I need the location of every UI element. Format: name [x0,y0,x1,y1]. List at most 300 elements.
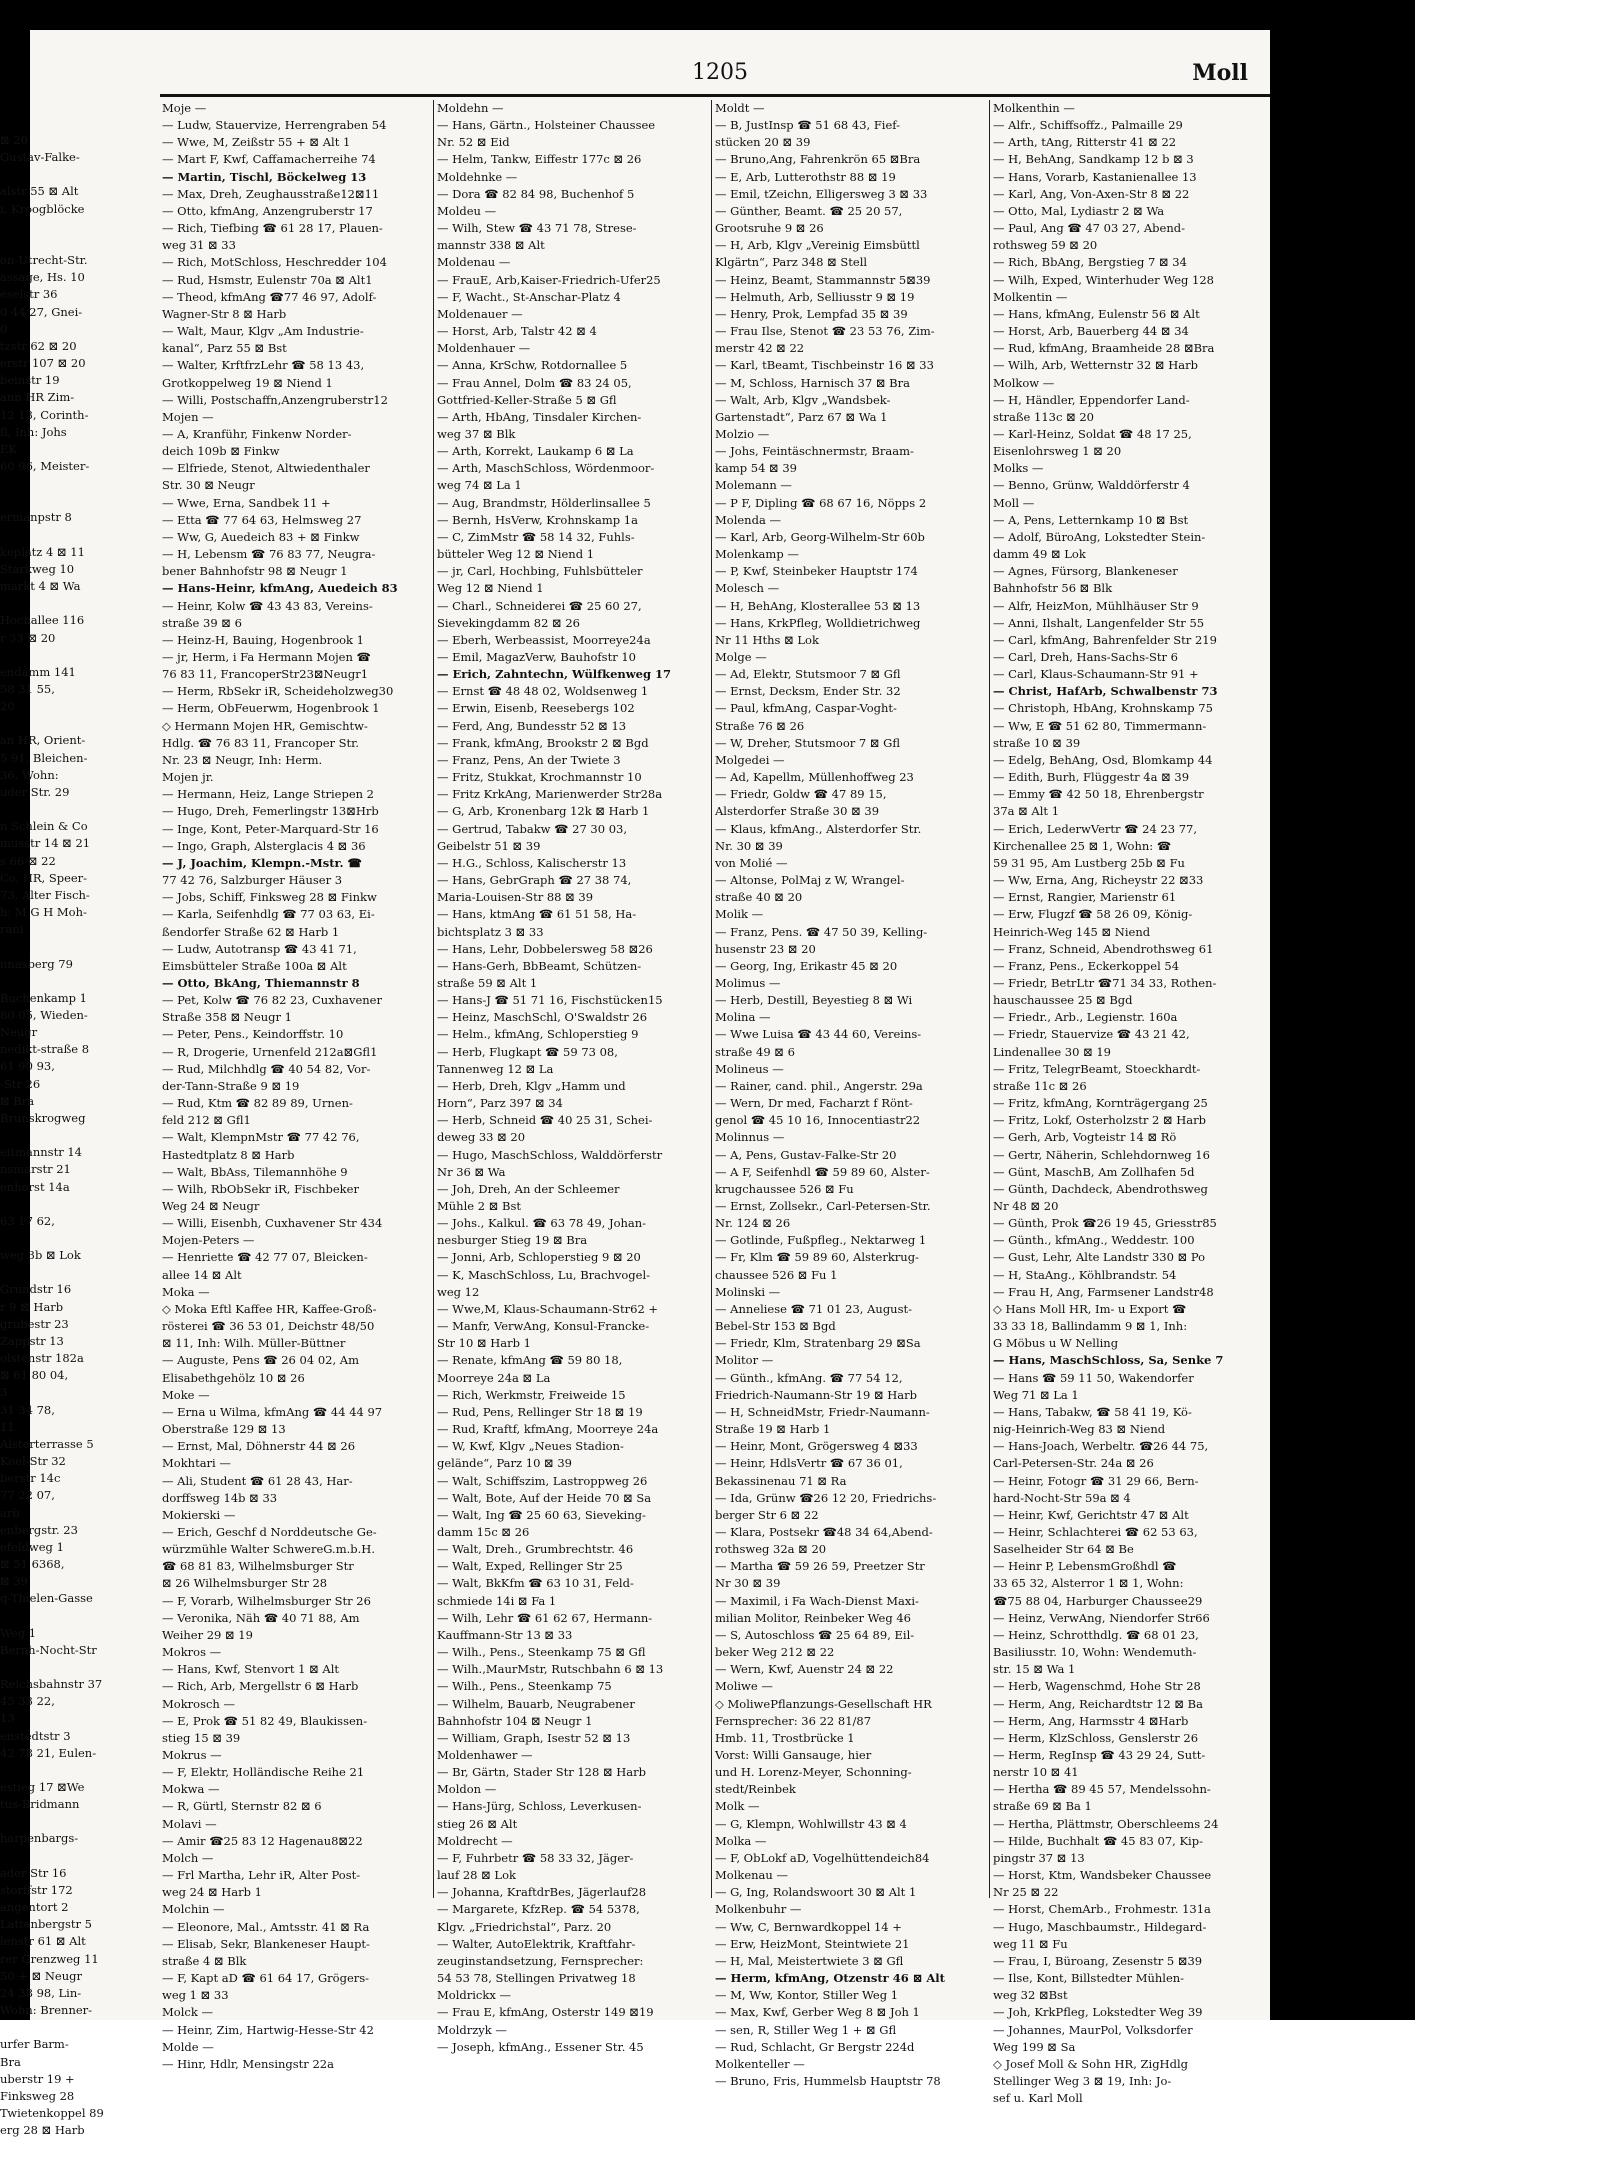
directory-entry-line: — Emil, MagazVerw, Bauhofstr 10 [437,650,636,664]
left-strip-line: Starkweg 10 [0,561,75,576]
directory-entry-line: — B, JustInsp ☎ 51 68 43, Fief- [715,118,901,133]
directory-entry-line: — Friedr, BetrLtr ☎71 34 33, Rothen- [993,975,1217,990]
directory-entry-line: bener Bahnhofstr 98 ⊠ Neugr 1 [162,564,348,579]
directory-entry-line: — Franz, Pens., Eckerkoppel 54 [993,958,1180,973]
directory-entry-line: — Paul, Ang ☎ 47 03 27, Abend- [993,221,1185,236]
directory-entry-line: beker Weg 212 ⊠ 22 [715,1645,835,1660]
directory-entry-line: — Edith, Burh, Flüggestr 4a ⊠ 39 [993,770,1190,785]
directory-entry-line: — Inge, Kont, Peter-Marquard-Str 16 [162,821,379,836]
directory-entry-line: Weg 71 ⊠ La 1 [993,1387,1079,1402]
directory-entry-line: und H. Lorenz-Meyer, Schonning- [715,1765,912,1780]
left-strip-line: eselstr 36 [0,287,58,302]
directory-entry-line: 33 33 18, Ballindamm 9 ⊠ 1, Inh: [993,1319,1188,1334]
left-strip-line: uberstr 19 + [0,2071,75,2086]
directory-entry-line: — Altonse, PolMaj z W, Wrangel- [715,873,905,888]
directory-entry-line: — Herb, Destill, Beyestieg 8 ⊠ Wi [715,993,913,1008]
directory-entry-line: — Frl Martha, Lehr iR, Alter Post- [162,1868,361,1883]
surname-heading: Mokrus — [162,1748,222,1762]
directory-entry-line: — Herm, Ang, Reichardtstr 12 ⊠ Ba [993,1696,1203,1711]
directory-entry-line: hard-Nocht-Str 59a ⊠ 4 [993,1490,1131,1505]
directory-entry-line: — William, Graph, Isestr 52 ⊠ 13 [437,1730,631,1745]
directory-entry-line: — Karla, Seifenhdlg ☎ 77 03 63, Ei- [162,907,375,922]
surname-heading: Molks — [993,461,1044,476]
directory-entry-line: — Otto, kfmAng, Anzengruberstr 17 [162,203,373,218]
directory-entry-line: — Arth, Korrekt, Laukamp 6 ⊠ La [437,444,634,459]
directory-entry-line: — Hans, kfmAng, Eulenstr 56 ⊠ Alt [993,306,1200,321]
directory-entry-line: — Herm, Ang, Harmsstr 4 ⊠Harb [993,1713,1189,1728]
directory-entry-line: — Heinr, HdlsVertr ☎ 67 36 01, [715,1456,903,1471]
surname-heading: Molenkamp — [715,547,799,562]
directory-entry-line: — FrauE, Arb,Kaiser-Friedrich-Ufer25 [437,272,661,287]
directory-entry-line: — Wern, Dr med, Facharzt f Rönt- [715,1096,913,1111]
directory-entry-line: 77 42 76, Salzburger Häuser 3 [162,873,343,888]
directory-entry-line: kamp 54 ⊠ 39 [715,461,797,476]
directory-entry-line: Grootsruhe 9 ⊠ 26 [715,221,824,236]
directory-entry-line: ◇ Josef Moll & Sohn HR, ZigHdlg [993,2056,1188,2071]
directory-entry-line: — Ernst, Zollsekr., Carl-Petersen-Str. [715,1199,931,1213]
directory-entry-line: — Alfr., Schiffsoffz., Palmaille 29 [993,118,1183,133]
directory-entry-line: würzmühle Walter SchwereG.m.b.H. [162,1542,375,1557]
left-strip-line: Buchenkamp 1 [0,990,87,1005]
left-strip-line: -Str 26 [0,1076,41,1091]
left-strip-line: markt 4 ⊠ Wa [0,579,81,594]
directory-entry-line: Nr 30 ⊠ 39 [715,1576,781,1591]
directory-entry-line: Straße 76 ⊠ 26 [715,718,805,733]
surname-heading: Mokwa — [162,1782,220,1797]
directory-entry-line: — Ida, Grünw ☎26 12 20, Friedrichs- [715,1490,937,1505]
directory-column-4 [993,100,1263,2106]
directory-entry-line: — Johs, Feintäschnermstr, Braam- [715,444,914,459]
directory-entry-line: — F, Fuhrbetr ☎ 58 33 32, Jäger- [437,1850,634,1865]
directory-entry-line: — Friedr, Klm, Stratenbarg 29 ⊠Sa [715,1336,921,1351]
directory-entry-line: — Max, Kwf, Gerber Weg 8 ⊠ Joh 1 [715,2005,920,2020]
directory-entry-line: Str 10 ⊠ Harb 1 [437,1336,531,1351]
directory-entry-line: — Dora ☎ 82 84 98, Buchenhof 5 [437,186,635,201]
surname-heading: Moldon — [437,1782,497,1797]
directory-entry-line: — Horst, Ktm, Wandsbeker Chaussee [993,1868,1212,1883]
directory-entry-line: — Rainer, cand. phil., Angerstr. 29a [715,1078,923,1093]
left-strip-line: 0 [0,321,8,336]
directory-entry-line: — Jobs, Schiff, Finksweg 28 ⊠ Finkw [162,890,377,905]
left-strip-line: Weg 1 [0,1625,37,1640]
directory-entry-line: — Wern, Kwf, Auenstr 24 ⊠ 22 [715,1662,894,1677]
directory-entry-line: 37a ⊠ Alt 1 [993,804,1060,819]
directory-entry-line: — Herm, kfmAng, Otzenstr 46 ⊠ Alt [715,1971,945,1986]
directory-entry-line: — Gerh, Arb, Vogteistr 14 ⊠ Rö [993,1130,1177,1145]
left-strip-line [0,218,160,235]
left-strip-line: beinstr 19 [0,373,60,388]
surname-heading: Mokhtari — [162,1456,231,1471]
left-strip-line: 50 + ⊠ Neugr [0,1968,83,1983]
surname-heading: Moldt — [715,101,765,115]
left-strip-line: EK [0,441,17,456]
directory-entry-line: Bekassinenau 71 ⊠ Ra [715,1473,847,1488]
directory-entry-line: Wagner-Str 8 ⊠ Harb [162,306,287,321]
directory-entry-line: — Christoph, HbAng, Krohnskamp 75 [993,701,1213,716]
left-strip-line: erstr 107 ⊠ 20 [0,356,86,371]
directory-entry-line: — Helm., kfmAng, Schloperstieg 9 [437,1027,639,1042]
directory-entry-line: merstr 42 ⊠ 22 [715,341,805,356]
directory-entry-line: Nr. 30 ⊠ 39 [715,838,783,853]
directory-entry-line: — Karl-Heinz, Soldat ☎ 48 17 25, [993,426,1192,441]
directory-entry-line: — Günther, Beamt. ☎ 25 20 57, [715,203,903,218]
directory-entry-line: — Emmy ☎ 42 50 18, Ehrenbergstr [993,787,1204,802]
directory-entry-line: Weg 24 ⊠ Neugr [162,1199,260,1213]
directory-entry-line: — Peter, Pens., Keindorffstr. 10 [162,1027,344,1042]
directory-entry-line: Bahnhofstr 104 ⊠ Neugr 1 [437,1713,593,1728]
directory-entry-line: — Hans, Lehr, Dobbelersweg 58 ⊠26 [437,941,653,956]
left-strip-line: tus-Bridmann [0,1797,80,1812]
directory-entry-line: — Jonni, Arb, Schloperstieg 9 ⊠ 20 [437,1250,641,1265]
directory-entry-line: — F, Vorarb, Wilhelmsburger Str 26 [162,1593,371,1608]
surname-heading: Moldenhawer — [437,1748,533,1762]
directory-entry-line: — A, Kranführ, Finkenw Norder- [162,426,352,441]
left-strip-line: angentort 2 [0,1900,69,1915]
page-header [160,58,1270,92]
directory-entry-line: — Edelg, BehAng, Osd, Blomkamp 44 [993,752,1213,767]
directory-entry-line: — Elisab, Sekr, Blankeneser Haupt- [162,1936,370,1951]
directory-entry-line: — Franz, Pens. ☎ 47 50 39, Kelling- [715,924,928,939]
directory-entry-line: Stellinger Weg 3 ⊠ 19, Inh: Jo- [993,2073,1172,2088]
directory-entry-line: — Fritz, TelegrBeamt, Stoeckhardt- [993,1061,1201,1076]
directory-entry-line: — Martin, Tischl, Böckelweg 13 [162,169,367,184]
surname-heading: Molkenteller — [715,2056,805,2071]
directory-entry-line: — Ilse, Kont, Billstedter Mühlen- [993,1971,1185,1986]
directory-entry-line: — Heinz, MaschSchl, O'Swaldstr 26 [437,1010,648,1025]
left-strip-line: 20 [0,699,15,714]
left-strip-line [0,595,160,612]
directory-entry-line: ◇ Hans Moll HR, Im- u Export ☎ [993,1301,1187,1316]
directory-entry-line: — Carl, kfmAng, Bahrenfelder Str 219 [993,632,1217,647]
directory-entry-line: Eisenlohrsweg 1 ⊠ 20 [993,444,1122,459]
left-strip-line [0,492,160,509]
column-divider [711,100,712,1898]
directory-entry-line: Weiher 29 ⊠ 19 [162,1627,253,1642]
left-strip-line: Gustav-Falke- [0,150,80,165]
directory-entry-line: berger Str 6 ⊠ 22 [715,1507,819,1522]
directory-entry-line: — Karl, Ang, Von-Axen-Str 8 ⊠ 22 [993,186,1190,201]
directory-entry-line: — Charl., Schneiderei ☎ 25 60 27, [437,598,642,613]
left-strip-line: Bernh-Nocht-Str [0,1642,97,1657]
left-strip-line [0,475,160,492]
directory-entry-line: — Agnes, Fürsorg, Blankeneser [993,564,1178,579]
directory-entry-line: Kauffmann-Str 13 ⊠ 33 [437,1627,573,1642]
directory-entry-line: Basiliusstr. 10, Wohn: Wendemuth- [993,1645,1197,1660]
directory-entry-line: — Hinr, Hdlr, Mensingstr 22a [162,2056,334,2071]
directory-entry-line: dorffsweg 14b ⊠ 33 [162,1490,278,1505]
surname-heading: Molavi — [162,1816,217,1831]
left-strip-line: Wohn: Brenner- [0,2003,93,2018]
left-strip-line: r 33 ⊠ 20 [0,630,56,645]
left-strip-line: nedikt-straße 8 [0,1042,90,1057]
directory-entry-line: — W, Dreher, Stutsmoor 7 ⊠ Gfl [715,735,901,750]
directory-entry-line: genol ☎ 45 10 16, Innocentiastr22 [715,1113,921,1128]
surname-heading: Molinnus — [715,1130,785,1145]
directory-entry-line: — Herm, ObFeuerwm, Hogenbrook 1 [162,701,380,716]
left-strip-line: Bra [0,2054,21,2069]
directory-entry-line: — Walt, BkKfm ☎ 63 10 31, Feld- [437,1576,634,1591]
directory-entry-line: Fernsprecher: 36 22 81/87 [715,1713,872,1728]
left-strip-line: berstr 14c [0,1471,61,1486]
directory-entry-line: — Hans, Gärtn., Holsteiner Chaussee [437,118,656,133]
left-strip-line: ⊠ 61 80 04, [0,1368,69,1383]
left-strip-line: 45 33 22, [0,1694,55,1709]
directory-entry-line: — Gust, Lehr, Alte Landstr 330 ⊠ Po [993,1250,1206,1265]
directory-entry-line: Str. 30 ⊠ Neugr [162,478,255,493]
left-strip-line: 0 44 27, Gnei- [0,304,83,319]
directory-entry-line: — Johs., Kalkul. ☎ 63 78 49, Johan- [437,1216,647,1231]
left-strip-line: harpenbargs- [0,1831,79,1846]
directory-entry-line: — Rud, Pens, Rellinger Str 18 ⊠ 19 [437,1404,643,1419]
directory-entry-line: — Walter, AutoElektrik, Kraftfahr- [437,1936,636,1951]
directory-entry-line: — Walt, Ing ☎ 25 60 63, Sieveking- [437,1507,646,1522]
directory-entry-line: Straße 358 ⊠ Neugr 1 [162,1010,292,1025]
directory-entry-line: — Bruno, Fris, Hummelsb Hauptstr 78 [715,2073,941,2088]
directory-entry-line: — Erwin, Eisenb, Reesebergs 102 [437,701,635,716]
directory-entry-line: — Heinz, Beamt, Stammannstr 5⊠39 [715,272,931,287]
directory-entry-line: — Walt, Schiffszim, Lastroppweg 26 [437,1473,648,1488]
left-strip-line [0,1230,160,1247]
directory-entry-line: — Etta ☎ 77 64 63, Helmsweg 27 [162,512,362,527]
left-strip-line: olstenstr 182a [0,1351,84,1366]
directory-entry-line: — E, Arb, Lutterothstr 88 ⊠ 19 [715,169,896,184]
directory-entry-line: — Heinr, Schlachterei ☎ 62 53 63, [993,1524,1198,1539]
directory-entry-line: Bebel-Str 153 ⊠ Bgd [715,1319,836,1334]
left-strip-line [0,1813,160,1830]
directory-entry-line: — Erich, LederwVertr ☎ 24 23 77, [993,821,1198,836]
directory-entry-line: damm 49 ⊠ Lok [993,547,1086,562]
left-strip-line: Lattenbergstr 5 [0,1917,92,1932]
left-strip-line: 61 90 93, [0,1059,55,1074]
directory-entry-line: — Wilh, Stew ☎ 43 71 78, Strese- [437,221,637,236]
directory-entry-line: straße 59 ⊠ Alt 1 [437,975,538,990]
left-strip-line: 60 96, Meister- [0,458,90,473]
left-strip-line: s 66 ⊠ 22 [0,853,56,868]
directory-entry-line: — Henry, Prok, Lempfad 35 ⊠ 39 [715,306,908,321]
directory-entry-line: — Wilh, Lehr ☎ 61 62 67, Hermann- [437,1610,653,1625]
directory-entry-line: — Walt, BbAss, Tilemannhöhe 9 [162,1164,348,1179]
directory-entry-line: stieg 15 ⊠ 39 [162,1730,241,1745]
directory-entry-line: Gartenstadt“, Parz 67 ⊠ Wa 1 [715,409,888,424]
directory-entry-line: straße 49 ⊠ 6 [715,1044,795,1059]
left-strip-line: Neugr [0,1025,38,1040]
left-strip-line [0,973,160,990]
left-strip-line: an HR, Orient- [0,733,86,748]
directory-entry-line: — H, Lebensm ☎ 76 83 77, Neugra- [162,547,376,562]
directory-entry-line: — Margarete, KfzRep. ☎ 54 5378, [437,1902,640,1917]
directory-entry-line: — Pet, Kolw ☎ 76 82 23, Cuxhavener [162,993,382,1008]
surname-heading: Moldrickx — [437,1988,511,2003]
directory-entry-line: — M, Ww, Kontor, Stiller Weg 1 [715,1988,899,2003]
directory-entry-line: — Hans-J ☎ 51 71 16, Fischstücken15 [437,993,663,1008]
directory-entry-line: — J, Joachim, Klempn.-Mstr. ☎ [162,855,362,870]
directory-entry-line: sef u. Karl Moll [993,2091,1083,2106]
left-strip-line: Grundstr 16 [0,1282,72,1297]
directory-entry-line: — Hermann, Heiz, Lange Striepen 2 [162,787,375,802]
directory-entry-line: — Gertrud, Tabakw ☎ 27 30 03, [437,821,628,836]
directory-entry-line: Sievekingdamm 82 ⊠ 26 [437,615,580,630]
directory-entry-line: — Veronika, Näh ☎ 40 71 88, Am [162,1610,360,1625]
left-strip-line: 3 [0,1385,8,1400]
directory-entry-line: Nr 48 ⊠ 20 [993,1199,1059,1213]
directory-entry-line: — Otto, Mal, Lydiastr 2 ⊠ Wa [993,203,1165,218]
directory-entry-line: — Anna, KrSchw, Rotdornallee 5 [437,358,628,373]
directory-entry-line: Friedrich-Naumann-Str 19 ⊠ Harb [715,1387,917,1402]
directory-entry-line: straße 39 ⊠ 6 [162,615,242,630]
directory-entry-line: — Bernh, HsVerw, Krohnskamp 1a [437,512,638,527]
directory-entry-line: — Walt, Dreh., Grumbrechtstr. 46 [437,1542,634,1557]
directory-entry-line: — Amir ☎25 83 12 Hagenau8⊠22 [162,1833,363,1848]
directory-entry-line: — Fritz, Stukkat, Krochmannstr 10 [437,770,642,785]
directory-entry-line: — Horst, Arb, Talstr 42 ⊠ 4 [437,324,597,339]
surname-heading: Molineus — [715,1061,784,1076]
directory-entry-line: straße 69 ⊠ Ba 1 [993,1799,1092,1814]
directory-entry-line: deich 109b ⊠ Finkw [162,444,280,459]
directory-entry-line: — Wwe, M, Zeißstr 55 + ⊠ Alt 1 [162,135,351,150]
directory-entry-line: — Willi, Eisenbh, Cuxhavener Str 434 [162,1216,383,1231]
left-strip-line: Twietenkoppel 89 [0,2105,104,2120]
directory-entry-line: — Frau Annel, Dolm ☎ 83 24 05, [437,375,632,390]
directory-entry-line: — Ali, Student ☎ 61 28 43, Har- [162,1473,353,1488]
left-strip-line: n Schlein & Co [0,819,88,834]
directory-entry-line: — Ww, G, Auedeich 83 + ⊠ Finkw [162,529,360,544]
directory-entry-line: — Wwe,M, Klaus-Schaumann-Str62 + [437,1301,659,1316]
surname-heading: Mojen-Peters — [162,1233,255,1248]
directory-entry-line: — G, Klempn, Wohlwillstr 43 ⊠ 4 [715,1816,907,1831]
directory-entry-line: chaussee 526 ⊠ Fu 1 [715,1267,838,1282]
directory-entry-line: — Günth., kfmAng. ☎ 77 54 12, [715,1370,903,1385]
surname-heading: Molgedei — [715,752,785,767]
directory-entry-line: — R, Drogerie, Urnenfeld 212a⊠Gfl1 [162,1044,378,1059]
surname-heading: Molinski — [715,1284,781,1299]
directory-entry-line: — Eberh, Werbeassist, Moorreye24a [437,632,651,647]
directory-entry-line: — Rud, Schlacht, Gr Bergstr 224d [715,2039,915,2054]
directory-entry-line: — Rich, Arb, Mergellstr 6 ⊠ Harb [162,1679,359,1694]
left-strip-line: ⊠ Bra [0,1093,35,1108]
directory-entry-line: — Joh, KrkPfleg, Lokstedter Weg 39 [993,2005,1203,2020]
header-rule [160,94,1270,97]
surname-heading: Moliwe — [715,1679,773,1694]
directory-entry-line: — Herb, Wagenschmd, Hohe Str 28 [993,1679,1201,1694]
directory-entry-line: — Rud, kfmAng, Braamheide 28 ⊠Bra [993,341,1215,356]
directory-entry-line: — Frank, kfmAng, Brookstr 2 ⊠ Bgd [437,735,649,750]
directory-entry-line: — G, Arb, Kronenbarg 12k ⊠ Harb 1 [437,804,650,819]
surname-heading: Molenda — [715,512,781,527]
directory-entry-line: — Friedr, Stauervize ☎ 43 21 42, [993,1027,1190,1042]
directory-entry-line: — Hans-Heinr, kfmAng, Auedeich 83 [162,581,398,596]
left-strip-line: estieg 17 ⊠We [0,1780,85,1794]
directory-entry-line: Vorst: Willi Gansauge, hier [715,1748,872,1762]
left-strip-line: ermanpstr 8 [0,510,72,525]
directory-entry-line: stedt/Reinbek [715,1782,796,1797]
directory-entry-line: — Karl, Arb, Georg-Wilhelm-Str 60b [715,529,925,544]
directory-entry-line: Geibelstr 51 ⊠ 39 [437,838,541,853]
directory-entry-line: allee 14 ⊠ Alt [162,1267,242,1282]
directory-entry-line: — Walter, KrftfrzLehr ☎ 58 13 43, [162,358,365,373]
directory-entry-line: nig-Heinrich-Weg 83 ⊠ Niend [993,1422,1166,1437]
directory-entry-line: — P, Kwf, Steinbeker Hauptstr 174 [715,564,918,579]
directory-entry-line: — Hans, Vorarb, Kastanienallee 13 [993,169,1197,184]
directory-entry-line: stieg 26 ⊠ Alt [437,1816,518,1831]
directory-entry-line: — Wwe Luisa ☎ 43 44 60, Vereins- [715,1027,922,1042]
surname-heading: Molch — [162,1850,214,1865]
directory-entry-line: nesburger Stieg 19 ⊠ Bra [437,1233,588,1248]
directory-entry-line: — Hans ☎ 59 11 50, Wakendorfer [993,1370,1194,1385]
directory-entry-line: — Ernst, Mal, Döhnerstr 44 ⊠ 26 [162,1439,356,1454]
left-strip-line: r 9 ⊠ Harb [0,1299,64,1314]
left-strip-line [0,1762,160,1779]
directory-entry-line: rösterei ☎ 36 53 01, Deichstr 48/50 [162,1319,375,1334]
directory-entry-line: — Walt, Maur, Klgv „Am Industrie- [162,324,364,339]
directory-entry-line: — Walt, KlempnMstr ☎ 77 42 76, [162,1130,360,1145]
directory-entry-line: Weg 12 ⊠ Niend 1 [437,581,544,596]
directory-entry-line: — Hugo, Dreh, Femerlingstr 13⊠Hrb [162,804,379,819]
directory-entry-line: Kirchenallee 25 ⊠ 1, Wohn: ☎ [993,838,1172,853]
left-strip-line: Finksweg 28 [0,2088,75,2103]
directory-entry-line: Klgärtn“, Parz 348 ⊠ Stell [715,255,868,270]
directory-entry-line: — R, Gürtl, Sternstr 82 ⊠ 6 [162,1799,322,1814]
directory-entry-line: weg 32 ⊠Bst [993,1988,1068,2003]
surname-heading: Moldehn — [437,101,504,115]
directory-entry-line: — Günth, Prok ☎26 19 45, Griesstr85 [993,1216,1217,1231]
directory-entry-line: Saselheider Str 64 ⊠ Be [993,1542,1134,1557]
directory-entry-line: weg 12 [437,1284,480,1299]
directory-entry-line: — Ferd, Ang, Bundesstr 52 ⊠ 13 [437,718,627,733]
directory-entry-line: weg 74 ⊠ La 1 [437,478,522,493]
directory-entry-line: Alsterdorfer Straße 30 ⊠ 39 [715,804,880,819]
directory-entry-line: — Heinz, VerwAng, Niendorfer Str66 [993,1610,1210,1625]
directory-entry-line: schmiede 14i ⊠ Fa 1 [437,1593,557,1608]
directory-entry-line: — Rud, Hsmstr, Eulenstr 70a ⊠ Alt1 [162,272,373,287]
directory-entry-line: weg 24 ⊠ Harb 1 [162,1885,262,1900]
directory-entry-line: — Maximil, i Fa Wach-Dienst Maxi- [715,1593,919,1608]
left-strip-line [0,235,160,252]
directory-entry-line: straße 10 ⊠ 39 [993,735,1081,750]
left-strip-line: 24 38 98, Lin- [0,1985,82,2000]
left-strip-line: rer Grenzweg 11 [0,1951,99,1966]
directory-column-2 [437,100,707,2054]
directory-entry-line: weg 37 ⊠ Blk [437,426,516,441]
directory-entry-line: damm 15c ⊠ 26 [437,1524,530,1539]
directory-entry-line: — Heinr P, LebensmGroßhdl ☎ [993,1559,1177,1574]
directory-entry-line: rothsweg 59 ⊠ 20 [993,238,1098,253]
left-strip-line: Alsterterrasse 5 [0,1436,94,1451]
left-strip-line: keplatz 4 ⊠ 11 [0,544,85,559]
directory-entry-line: — Joseph, kfmAng., Essener Str. 45 [437,2039,644,2054]
directory-entry-line: rothsweg 32a ⊠ 20 [715,1542,827,1557]
surname-heading: Mokierski — [162,1507,236,1522]
directory-entry-line: — Ernst ☎ 48 48 02, Woldsenweg 1 [437,684,649,699]
left-strip-line: 42 78 21, Eulen- [0,1745,97,1760]
directory-entry-line: — H, SchneidMstr, Friedr-Naumann- [715,1404,930,1419]
surname-heading: Molesch — [715,581,780,596]
directory-entry-line: ◇ Moka Eftl Kaffee HR, Kaffee-Groß- [162,1301,377,1316]
surname-heading: Molitor — [715,1353,774,1368]
left-strip-line [0,1264,160,1281]
left-strip-line: nsmarstr 21 [0,1162,71,1177]
directory-entry-line: — Carl, Klaus-Schaumann-Str 91 + [993,667,1199,682]
left-strip-line [0,1196,160,1213]
surname-heading: Moje — [162,101,207,115]
directory-entry-line: — Gertr, Näherin, Schlehdornweg 16 [993,1147,1210,1162]
directory-entry-line: — H, BehAng, Klosterallee 53 ⊠ 13 [715,598,921,613]
directory-entry-line: — Klara, Postsekr ☎48 34 64,Abend- [715,1524,933,1539]
directory-entry-line: — Frau Ilse, Stenot ☎ 23 53 76, Zim- [715,324,935,339]
directory-entry-line: — Rich, Tiefbing ☎ 61 28 17, Plauen- [162,221,383,236]
left-strip-line [0,2019,160,2036]
left-strip-line: tzstr 62 ⊠ 20 [0,338,77,353]
left-strip-line: grubestr 23 [0,1316,69,1331]
